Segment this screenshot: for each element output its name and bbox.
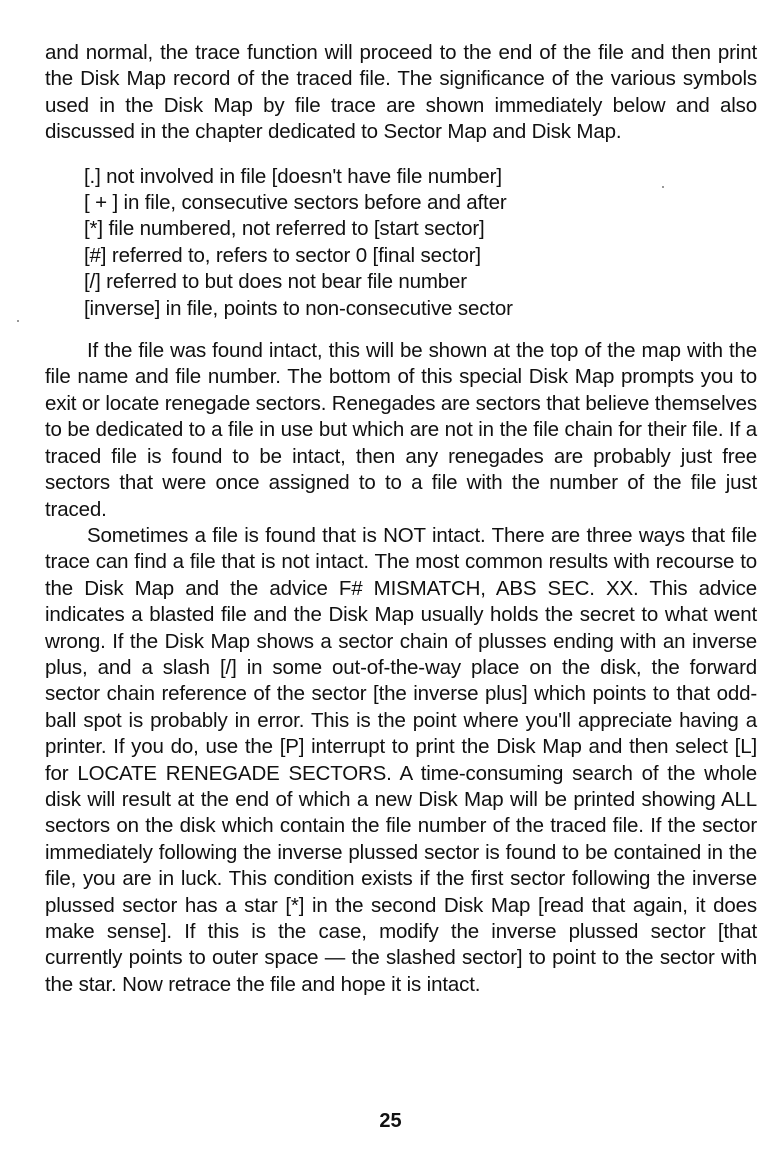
page-number: 25: [379, 1110, 402, 1132]
scan-speck: [662, 186, 664, 188]
symbol-start-sector: [*] file numbered, not referred to [start sector]: [84, 217, 485, 241]
intro-paragraph: and normal, the trace function will proceed to the end of the file and then print the Disk Map record of the traced file. The significance of the various symbols used in the Disk Map by file trace are shown immediately below and also discussed in the chapter dedicated to Sector Map and Disk Map.: [45, 41, 757, 144]
symbol-not-involved: [.] not involved in file [doesn't have file number]: [84, 164, 502, 188]
symbol-in-file-consecutive: [ + ] in file, consecutive sectors before and after: [84, 191, 507, 215]
not-intact-paragraph: Sometimes a file is found that is NOT intact. There are three ways that file trace can find a file that is not intact. The most common results with recourse to the Disk Map and the advice F# MISMATCH, ABS SEC. XX. This advice indicates a blasted file and the Disk Map usually holds the secret to what went wrong. If the Disk Map shows a sector chain of plusses ending with an inverse plus, and a slash [/] in some out-of-the-way place on the disk, the forward sector chain reference of the sector [the inverse plus] which points to that odd-ball spot is probably in error. This is the point where you'll appreciate having a printer. If you do, use the [P] interrupt to print the Disk Map and then select [L] for LOCATE RENEGADE SECTORS. A time-consuming search of the whole disk will result at the end of which a new Disk Map will be printed showing ALL sectors on the disk which contain the file number of the traced file. If the sector immediately following the inverse plussed sector is found to be contained in the file, you are in luck. This condition exists if the first sector following the inverse plussed sector has a star [*] in the second Disk Map [read that again, it does make sense]. If this is the case, modify the inverse plussed sector [that currently points to outer space — the slashed sector] to point to the sector with the star. Now retrace the file and hope it is intact.: [45, 523, 757, 996]
symbol-inverse: [inverse] in file, points to non-consecutive sector: [84, 296, 513, 320]
scan-speck: [17, 320, 19, 322]
document-page: [45, 40, 757, 998]
disk-map-symbol-list: [84, 164, 757, 322]
symbol-no-file-number: [/] referred to but does not bear file number: [84, 270, 467, 294]
intact-paragraph: If the file was found intact, this will be shown at the top of the map with the file name and file number. The bottom of this special Disk Map prompts you to exit or locate renegade sectors. Renegades are sectors that believe themselves to be dedicated to a file in use but which are not in the file chain for their file. If a traced file is found to be intact, then any renegades are probably just free sectors that were once assigned to to a file with the number of the file just traced.: [45, 339, 757, 521]
symbol-final-sector: [#] referred to, refers to sector 0 [final sector]: [84, 243, 481, 267]
